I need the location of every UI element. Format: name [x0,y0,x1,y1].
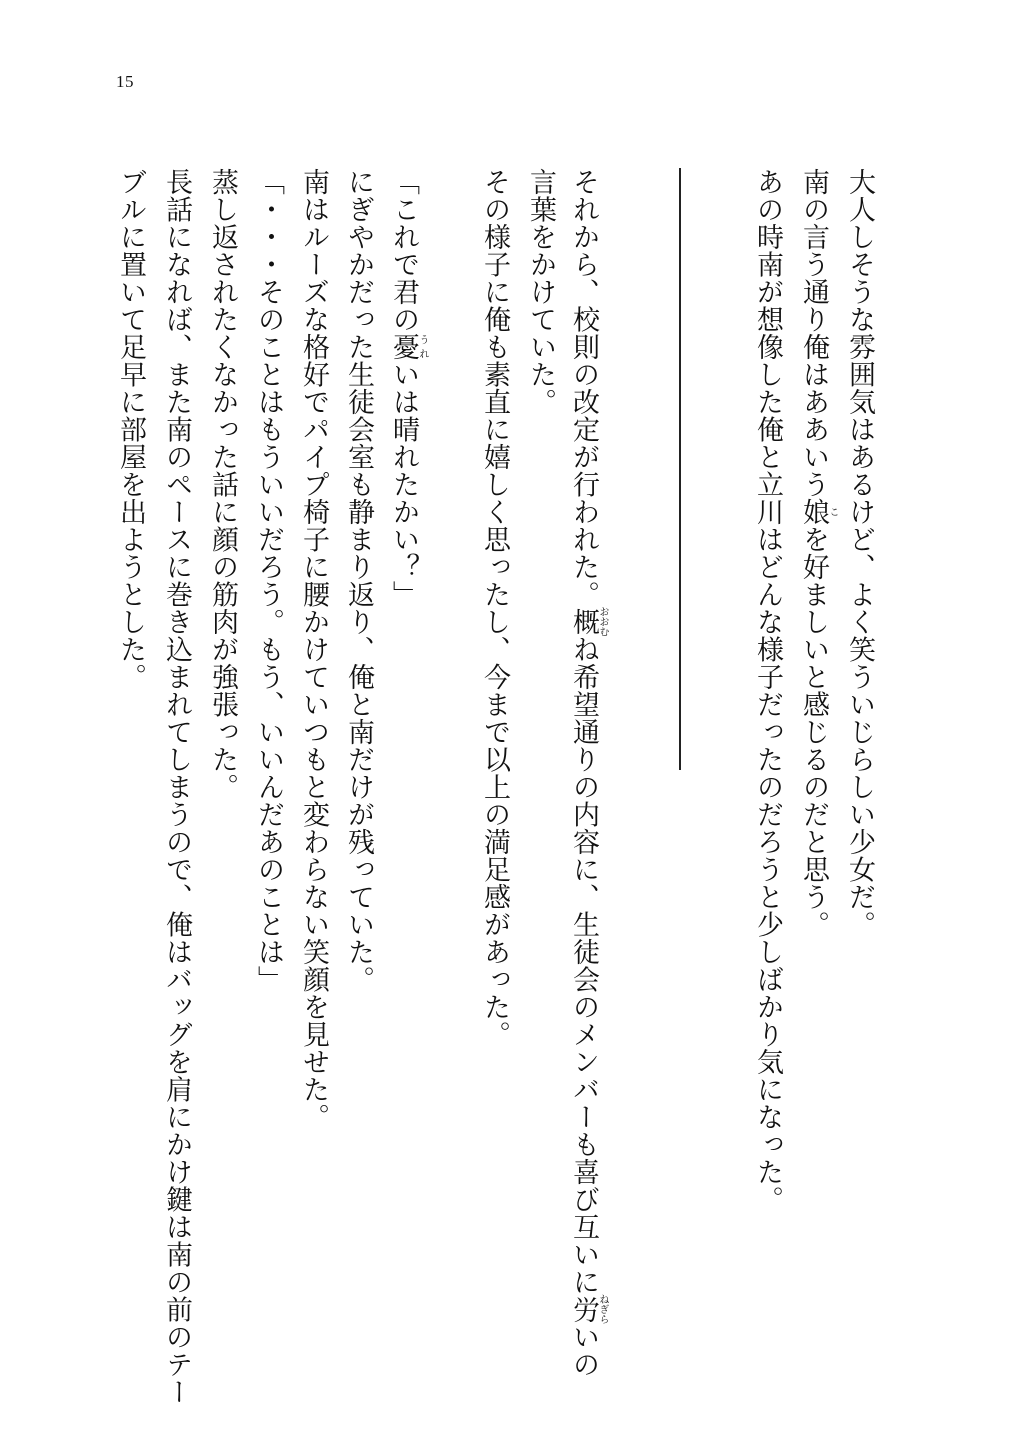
text-line-1 [846,168,873,938]
text-line-9-content: 南はルーズな格好でパイプ椅子に腰かけていつもと変わらない笑顔を見せた。 [298,168,329,1131]
text-line-12-content: 長話になれば、また南のペースに巻き込まれてしまうので、俺はバッグを肩にかけ鍵は南の前のテー [161,168,192,1406]
ruby-ko-base: 娘 [798,498,829,526]
text-line-2 [800,168,838,938]
text-line-13 [117,168,144,691]
text-line-11 [209,168,236,801]
text-line-11-content: 蒸し返されたくなかった話に顔の筋肉が強張った。 [207,168,238,801]
text-line-2-part-a: 南の言う通り俺はああいう [798,168,829,498]
scene-break-rule [679,168,681,770]
text-line-3 [754,168,781,1213]
text-line-5-content: 言葉をかけていた。 [525,168,556,416]
text-line-6 [481,168,508,1048]
ruby-ure [388,333,428,361]
text-line-8 [345,168,372,993]
ruby-negira-base: 労 [568,1294,599,1325]
text-line-3-content: あの時南が想像した俺と立川はどんな様子だったのだろうと少しばかり気になった。 [752,168,783,1213]
text-line-9 [300,168,327,1131]
text-line-7-part-a: 「これで君の [388,168,419,333]
ruby-oomu-reading: おおむ [597,606,608,637]
text-line-5 [527,168,554,416]
ruby-ure-reading: うれ [417,333,428,361]
ruby-oomu [568,606,608,637]
text-line-10-content: 「・・・そのことはもういいだろう。もう、いいんだあのことは」 [253,168,284,993]
text-line-12 [163,168,190,1406]
text-line-4-part-a: それから、校則の改定が行われた。 [568,168,599,608]
text-line-4-part-b: ね希望通りの内容に、生徒会のメンバーも喜び互いに [568,635,599,1296]
text-line-13-content: ブルに置いて足早に部屋を出ようとした。 [115,168,146,691]
text-line-10 [255,168,282,993]
text-line-4 [570,168,608,1378]
ruby-ko [798,498,838,526]
text-line-8-content: にぎやかだった生徒会室も静まり返り、俺と南だけが残っていた。 [343,168,374,993]
text-line-1-content: 大人しそうな雰囲気はあるけど、よく笑ういじらしい少女だ。 [844,168,875,938]
text-line-7 [390,168,428,608]
ruby-oomu-base: 概 [568,606,599,637]
text-line-6-content: その様子に俺も素直に嬉しく思ったし、今まで以上の満足感があった。 [479,168,510,1048]
text-line-4-part-c: いの [568,1323,599,1378]
ruby-ko-reading: こ [827,498,838,526]
page-number: 15 [116,72,134,91]
ruby-negira [568,1294,608,1325]
text-line-7-part-b: いは晴れたかい？」 [388,360,419,608]
ruby-negira-reading: ねぎら [597,1294,608,1325]
ruby-ure-base: 憂 [388,333,419,361]
text-line-2-part-b: を好ましいと感じるのだと思う。 [798,525,829,938]
